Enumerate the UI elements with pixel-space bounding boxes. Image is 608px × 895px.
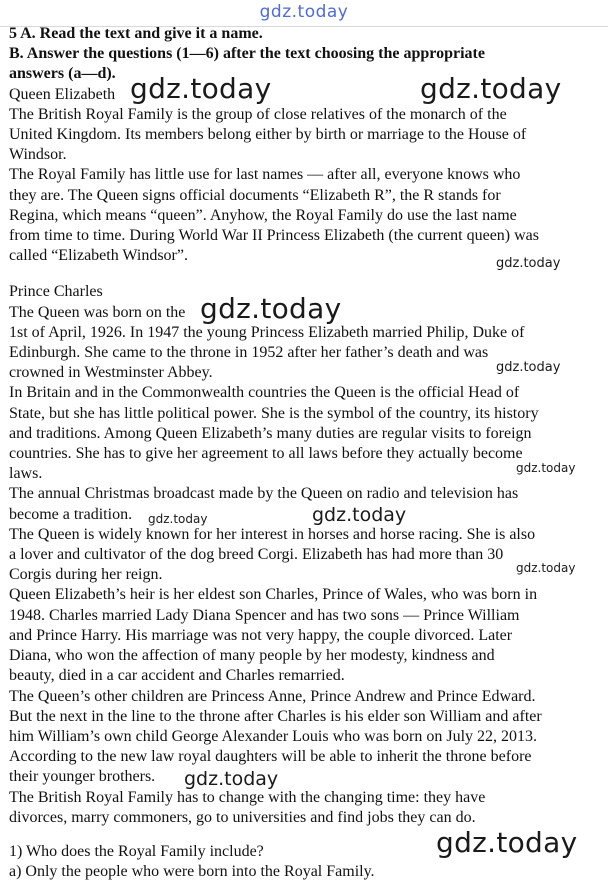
text-line: they are. The Queen signs official documents “Elizabeth R”, the R stands for (9, 186, 501, 204)
text-line: and Prince Harry. His marriage was not very happy, the couple divorced. Later (9, 626, 513, 644)
text-line: Queen Elizabeth’s heir is her eldest son Charles, Prince of Wales, who was born in (9, 586, 538, 604)
watermark: gdz.today (312, 504, 407, 526)
text-line: from time to time. During World War II Princess Elizabeth (the current queen) was (9, 227, 540, 245)
task-instruction-b: B. Answer the questions (1—6) after the text choosing the appropriate (9, 45, 485, 63)
text-line: The British Royal Family has to change with the changing time: they have (9, 788, 486, 806)
watermark: gdz.today (496, 360, 561, 375)
text-heading-prince-charles: Prince Charles (9, 283, 103, 301)
text-line: But the next in the line to the throne after Charles is his elder son William and after (9, 707, 542, 725)
text-line: The Queen is widely known for her interest in horses and horse racing. She is also (9, 525, 536, 543)
text-line: State, but she has little political power. She is the symbol of the country, its history (9, 404, 539, 422)
text-line: The Royal Family has little use for last names — after all, everyone knows who (9, 166, 521, 184)
text-line: crowned in Westminster Abbey. (9, 364, 213, 382)
task-instruction-b-cont: answers (a—d). (9, 65, 116, 83)
text-line: Windsor. (9, 146, 67, 164)
text-line: laws. (9, 465, 43, 483)
text-line: 1948. Charles married Lady Diana Spencer and has two sons — Prince William (9, 606, 520, 624)
text-line: become a tradition. (9, 505, 133, 523)
watermark: gdz.today (184, 768, 279, 790)
text-line: Regina, which means “queen”. Anyhow, the Royal Family do use the last name (9, 206, 517, 224)
text-line: a lover and cultivator of the dog breed Corgi. Elizabeth has had more than 30 (9, 546, 504, 564)
text-line: him William’s own child George Alexander Louis who was born on July 22, 2013. (9, 727, 538, 745)
document-body (9, 24, 599, 882)
watermark: gdz.today (200, 292, 342, 325)
site-watermark-header: gdz.today (259, 2, 349, 22)
watermark: gdz.today (516, 561, 576, 575)
watermark: gdz.today (436, 826, 578, 859)
watermark: gdz.today (420, 72, 562, 105)
text-line: called “Elizabeth Windsor”. (9, 247, 188, 265)
text-line: Diana, who won the affection of many people by her modesty, kindness and (9, 647, 495, 665)
watermark: gdz.today (130, 72, 272, 105)
question-1: 1) Who does the Royal Family include? (9, 842, 264, 860)
watermark: gdz.today (516, 461, 576, 475)
text-line: According to the new law royal daughters will be able to inherit the throne before (9, 748, 532, 766)
text-line: their younger brothers. (9, 768, 156, 786)
text-line: and traditions. Among Queen Elizabeth’s many duties are regular visits to foreign (9, 424, 532, 442)
text-line: The British Royal Family is the group of close relatives of the monarch of the (9, 105, 507, 123)
text-line: 1st of April, 1926. In 1947 the young Princess Elizabeth married Philip, Duke of (9, 323, 525, 341)
task-instruction-a: 5 A. Read the text and give it a name. (9, 25, 263, 42)
text-line: United Kingdom. Its members belong either by birth or marriage to the House of (9, 126, 527, 144)
text-line: In Britain and in the Commonwealth countries the Queen is the official Head of (9, 384, 520, 402)
text-line: The annual Christmas broadcast made by the Queen on radio and television has (9, 485, 519, 503)
text-line: countries. She has to give her agreement to all laws before they actually become (9, 445, 523, 463)
text-line: The Queen’s other children are Princess Anne, Prince Andrew and Prince Edward. (9, 687, 536, 705)
text-line: beauty, died in a car accident and Charles remarried. (9, 667, 345, 685)
watermark: gdz.today (148, 512, 208, 526)
text-heading-queen-elizabeth: Queen Elizabeth (9, 85, 116, 103)
text-line: The Queen was born on the (9, 303, 186, 321)
question-1-option-a: a) Only the people who were born into the Royal Family. (9, 863, 375, 881)
text-line: Corgis during her reign. (9, 566, 163, 584)
text-line: divorces, marry commoners, go to universities and find jobs they can do. (9, 808, 476, 826)
text-line: Edinburgh. She came to the throne in 1952 after her father’s death and was (9, 344, 489, 362)
watermark: gdz.today (496, 256, 561, 271)
